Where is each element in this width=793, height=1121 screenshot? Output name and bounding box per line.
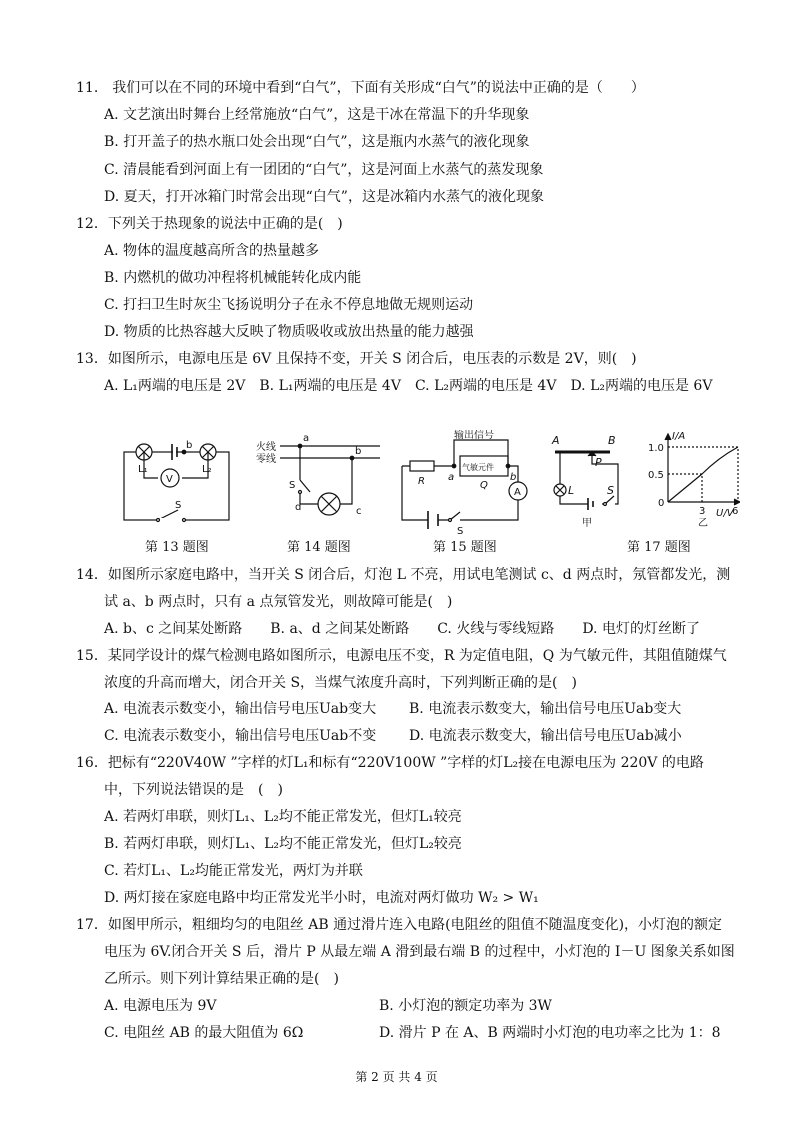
fig15-label-ammeter: A xyxy=(514,487,521,498)
q13-stem: 13．如图所示，电源电压是 6V 且保持不变，开关 S 闭合后，电压表的示数是 2V，则( ) xyxy=(76,351,637,367)
fig13-caption: 第 13 题图 xyxy=(145,540,209,555)
q14-options: A. b、c 之间某处断路 B. a、d 之间某处断路 C. 火线与零线短路 D. 电灯的灯丝断了 xyxy=(104,621,700,637)
q12-option-c: C. 打扫卫生时灰尘飞扬说明分子在永不停息地做无规则运动 xyxy=(104,297,474,313)
fig17-graph xyxy=(648,431,740,529)
q17-stem-2: 电压为 6V.闭合开关 S 后，滑片 P 从最左端 A 滑到最右端 B 的过程中，小灯泡的 I－U 图象关系如图 xyxy=(104,944,735,960)
q14-stem-1: 14．如图所示家庭电路中，当开关 S 闭合后，灯泡 L 不亮，用试电笔测试 c、d 两点时，氖管都发光，测 xyxy=(76,567,731,583)
q17-stem-1: 17．如图甲所示，粗细均匀的电阻丝 AB 通过滑片连入电路(电阻丝的阻值不随温度变化)，小灯泡的额定 xyxy=(76,917,723,933)
fig17-label-a: A xyxy=(552,434,560,447)
fig14-caption: 第 14 题图 xyxy=(287,540,351,555)
fig17-tick-3: 3 xyxy=(699,506,706,517)
fig15-label-a: a xyxy=(448,472,455,483)
q15-option-a: A. 电流表示数变小，输出信号电压Uab变大 xyxy=(104,701,377,717)
fig14-label-neutral: 零线 xyxy=(256,454,276,465)
fig15-label-s: S xyxy=(457,526,464,537)
fig17-label-yi: 乙 xyxy=(698,518,708,529)
q11-stem: 11. 我们可以在不同的环境中看到“白气”，下面有关形成“白气”的说法中正确的是（ ） xyxy=(76,80,645,96)
q16-stem-2: 中，下列说法错误的是 ( ) xyxy=(104,782,283,798)
switch-icon xyxy=(158,510,184,522)
q11-option-a: A. 文艺演出时舞台上经常施放“白气”，这是干冰在常温下的升华现象 xyxy=(104,107,530,123)
q17-option-d: D. 滑片 P 在 A、B 两端时小灯泡的电功率之比为 1：8 xyxy=(379,1025,721,1041)
resistor-icon xyxy=(410,461,434,471)
fig13-circuit xyxy=(124,440,229,522)
q12-stem: 12．下列关于热现象的说法中正确的是( ) xyxy=(76,216,343,232)
fig13-label-v: V xyxy=(166,474,173,485)
fig17-label-p: P xyxy=(595,456,602,469)
q15-stem-1: 15．某同学设计的煤气检测电路如图所示，电源电压不变，R 为定值电阻，Q 为气敏元件，其阻值随煤气 xyxy=(76,648,727,664)
q11-option-d: D. 夏天，打开冰箱门时常会出现“白气”，这是冰箱内水蒸气的液化现象 xyxy=(104,189,544,205)
q14-stem-2: 试 a、b 两点时，只有 a 点氖管发光，则故障可能是( ) xyxy=(104,594,453,610)
fig15-label-r: R xyxy=(418,476,425,487)
q17-option-b: B. 小灯泡的额定功率为 3W xyxy=(379,998,552,1014)
fig15-label-sensor: 气敏元件 xyxy=(462,463,494,472)
switch-icon xyxy=(300,480,310,492)
fig14-circuit xyxy=(256,433,380,517)
fig17-origin: 0 xyxy=(658,498,665,509)
fig15-caption: 第 15 题图 xyxy=(433,540,497,555)
q15-option-c: C. 电流表示数变小，输出信号电压Uab不变 xyxy=(104,728,377,744)
fig15-label-q: Q xyxy=(480,480,488,491)
iu-curve xyxy=(668,447,738,502)
fig17-label-jia: 甲 xyxy=(582,518,592,529)
q16-option-c: C. 若灯L₁、L₂均能正常发光，两灯为并联 xyxy=(104,863,363,879)
lamp-icon xyxy=(554,484,566,496)
lamp-icon xyxy=(318,493,340,515)
q12-option-b: B. 内燃机的做功冲程将机械能转化成内能 xyxy=(104,270,362,286)
fig17-circuit xyxy=(551,434,618,529)
q16-option-b: B. 若两灯串联，则灯L₁、L₂均不能正常发光，但灯L₂较亮 xyxy=(104,836,462,852)
fig13-label-s: S xyxy=(175,500,182,511)
fig13-label-b: b xyxy=(186,440,193,451)
fig17-label-uv: U/V xyxy=(716,508,734,519)
fig17-caption: 第 17 题图 xyxy=(627,540,691,555)
fig15-circuit xyxy=(402,430,527,537)
q15-stem-2: 浓度的升高而增大，闭合开关 S，当煤气浓度升高时，下列判断正确的是( ) xyxy=(104,675,577,691)
fig14-label-s: S xyxy=(289,480,296,491)
battery-icon xyxy=(172,444,177,460)
fig17-label-l: L xyxy=(568,484,575,497)
q16-option-d: D. 两灯接在家庭电路中均正常发光半小时，电流对两灯做功 W₂ > W₁ xyxy=(104,890,539,906)
fig17-label-b: B xyxy=(608,434,616,447)
fig14-label-a: a xyxy=(303,433,310,444)
battery-icon xyxy=(588,498,593,510)
fig15-label-output: 输出信号 xyxy=(454,430,494,441)
fig17-tick-1: 1.0 xyxy=(648,443,664,454)
q16-stem-1: 16．把标有“220V40W ”字样的灯L₁和标有“220V100W ”字样的灯L₂接在电源电压为 220V 的电路 xyxy=(76,755,704,771)
q17-option-c: C. 电阻丝 AB 的最大阻值为 6Ω xyxy=(104,1025,304,1041)
fig14-label-c: c xyxy=(356,506,362,517)
fig17-label-ia: I/A xyxy=(672,431,686,442)
fig13-label-l2: L₂ xyxy=(202,464,212,475)
fig17-label-s: S xyxy=(607,484,614,497)
fig17-tick-05: 0.5 xyxy=(648,470,664,481)
fig17-tick-6: 6 xyxy=(732,506,739,517)
q13-options: A. L₁两端的电压是 2V B. L₁两端的电压是 4V C. L₂两端的电压是 4V D. L₂两端的电压是 6V xyxy=(104,378,713,394)
fig15-label-b: b xyxy=(510,472,517,483)
q12-option-d: D. 物质的比热容越大反映了物质吸收或放出热量的能力越强 xyxy=(104,324,474,340)
fig14-label-live: 火线 xyxy=(256,442,276,453)
q16-option-a: A. 若两灯串联，则灯L₁、L₂均不能正常发光，但灯L₁较亮 xyxy=(104,809,462,825)
battery-icon xyxy=(428,511,438,529)
q17-stem-3: 乙所示。则下列计算结果正确的是( ) xyxy=(104,971,339,987)
q17-option-a: A. 电源电压为 9V xyxy=(104,998,217,1014)
q11-option-b: B. 打开盖子的热水瓶口处会出现“白气”，这是瓶内水蒸气的液化现象 xyxy=(104,134,530,150)
q11-option-c: C. 清晨能看到河面上有一团团的“白气”，这是河面上水蒸气的蒸发现象 xyxy=(104,162,544,178)
q15-option-d: D. 电流表示数变大，输出信号电压Uab减小 xyxy=(409,728,682,744)
q15-option-b: B. 电流表示数变大，输出信号电压Uab变大 xyxy=(409,701,682,717)
fig14-label-b: b xyxy=(355,446,362,457)
fig14-label-d: d xyxy=(295,502,302,513)
q12-option-a: A. 物体的温度越高所含的热量越多 xyxy=(104,243,320,259)
fig13-label-l1: L₁ xyxy=(138,464,148,475)
page-footer: 第 2 页 共 4 页 xyxy=(355,1070,438,1084)
